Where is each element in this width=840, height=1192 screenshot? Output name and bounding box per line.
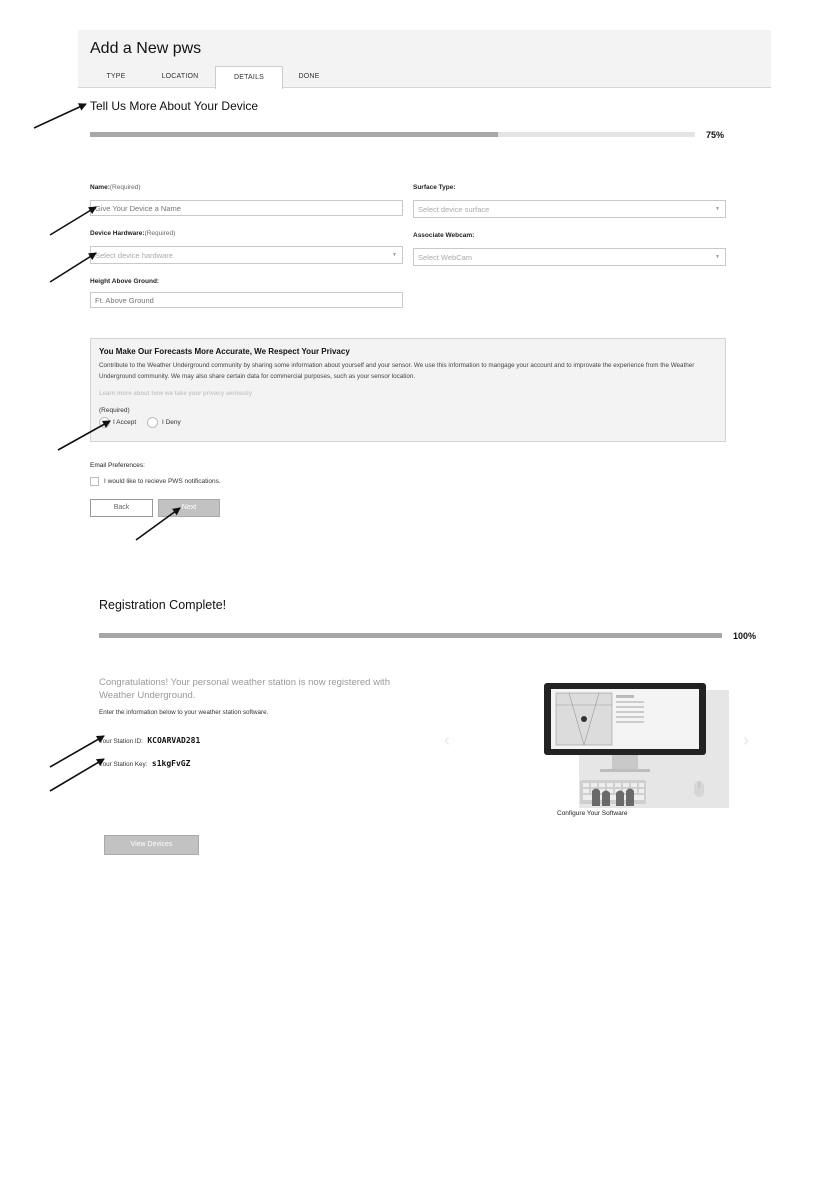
monitor-icon bbox=[544, 683, 706, 815]
surface-type-select[interactable] bbox=[413, 200, 726, 218]
carousel-next-icon[interactable]: › bbox=[743, 730, 749, 750]
chevron-down-icon: ▼ bbox=[715, 206, 720, 212]
webcam-label: Associate Webcam: bbox=[413, 232, 475, 239]
notifications-checkbox[interactable] bbox=[90, 477, 99, 486]
arrow-icon bbox=[50, 736, 104, 767]
accept-radio[interactable] bbox=[99, 417, 110, 428]
webcam-select[interactable] bbox=[413, 248, 726, 266]
station-id-row bbox=[99, 730, 200, 748]
height-label: Height Above Ground: bbox=[90, 278, 160, 285]
instruction-text: Enter the information below to your weather station software. bbox=[99, 709, 269, 716]
privacy-required: (Required) bbox=[99, 407, 130, 414]
name-required: (Required) bbox=[109, 184, 141, 191]
tab-done[interactable]: DONE bbox=[298, 73, 320, 80]
details-progress-fill bbox=[90, 132, 498, 137]
view-devices-button[interactable]: View Devices bbox=[104, 835, 199, 855]
notifications-label[interactable]: I would like to recieve PWS notifications. bbox=[104, 478, 221, 485]
webcam-value: Select WebCam bbox=[418, 253, 473, 262]
name-label bbox=[90, 184, 141, 191]
tab-details[interactable]: DETAILS bbox=[215, 66, 283, 89]
details-progress-label: 75% bbox=[706, 130, 725, 140]
back-button[interactable]: Back bbox=[90, 499, 153, 517]
page-title: Add a New pws bbox=[90, 40, 202, 57]
height-input[interactable] bbox=[90, 292, 403, 308]
details-heading: Tell Us More About Your Device bbox=[90, 99, 259, 113]
complete-progress-fill bbox=[99, 633, 722, 638]
next-button[interactable]: Next bbox=[158, 499, 220, 517]
complete-heading: Registration Complete! bbox=[99, 598, 227, 612]
surface-type-label: Surface Type: bbox=[413, 184, 456, 191]
deny-radio[interactable] bbox=[147, 417, 158, 428]
surface-type-value: Select device surface bbox=[418, 205, 490, 214]
carousel-prev-icon[interactable]: ‹ bbox=[444, 730, 450, 750]
chevron-down-icon: ▼ bbox=[392, 252, 397, 258]
privacy-body: Contribute to the Weather Underground community by sharing some information about yourself and your sensor. We use this information to mangage your account and to improvate the experience from the Weather Underground community. We may also share certain data for commercial purposes, such as your sensor location. bbox=[99, 362, 695, 380]
congratulations-text: Congratulations! Your personal weather station is now registered with Weather Underground. bbox=[99, 677, 390, 701]
chevron-down-icon: ▼ bbox=[715, 254, 720, 260]
hardware-label-text: Device Hardware: bbox=[90, 230, 145, 237]
accept-label[interactable]: I Accept bbox=[113, 419, 137, 426]
station-id-value: KCOARVAD281 bbox=[147, 736, 201, 745]
privacy-title: You Make Our Forecasts More Accurate, We Respect Your Privacy bbox=[99, 347, 350, 356]
name-label-text: Name: bbox=[90, 184, 110, 191]
complete-progress-bar bbox=[99, 633, 722, 638]
arrow-icon bbox=[50, 759, 104, 791]
device-name-input[interactable] bbox=[90, 200, 403, 216]
station-key-row bbox=[99, 753, 190, 771]
device-hardware-select[interactable] bbox=[90, 246, 403, 264]
arrow-icon bbox=[34, 104, 86, 128]
tab-location[interactable]: LOCATION bbox=[161, 73, 199, 80]
illustration-caption: Configure Your Software bbox=[557, 810, 628, 817]
hardware-label bbox=[90, 230, 175, 237]
privacy-learn-more-link[interactable]: Learn more about how we take your privacy seriously bbox=[99, 391, 253, 397]
station-key-value: s1kgFvGZ bbox=[151, 759, 191, 768]
hardware-required: (Required) bbox=[144, 230, 176, 237]
complete-progress-label: 100% bbox=[733, 631, 757, 641]
station-id-label: Your Station ID: bbox=[99, 738, 143, 745]
deny-label[interactable]: I Deny bbox=[162, 419, 181, 426]
device-hardware-value: Select device hardware bbox=[95, 251, 173, 260]
tab-type[interactable]: TYPE bbox=[106, 73, 126, 80]
details-progress-bar bbox=[90, 132, 695, 137]
email-preferences-label: Email Preferences: bbox=[90, 462, 145, 469]
station-key-label: Your Station Key: bbox=[99, 761, 148, 768]
